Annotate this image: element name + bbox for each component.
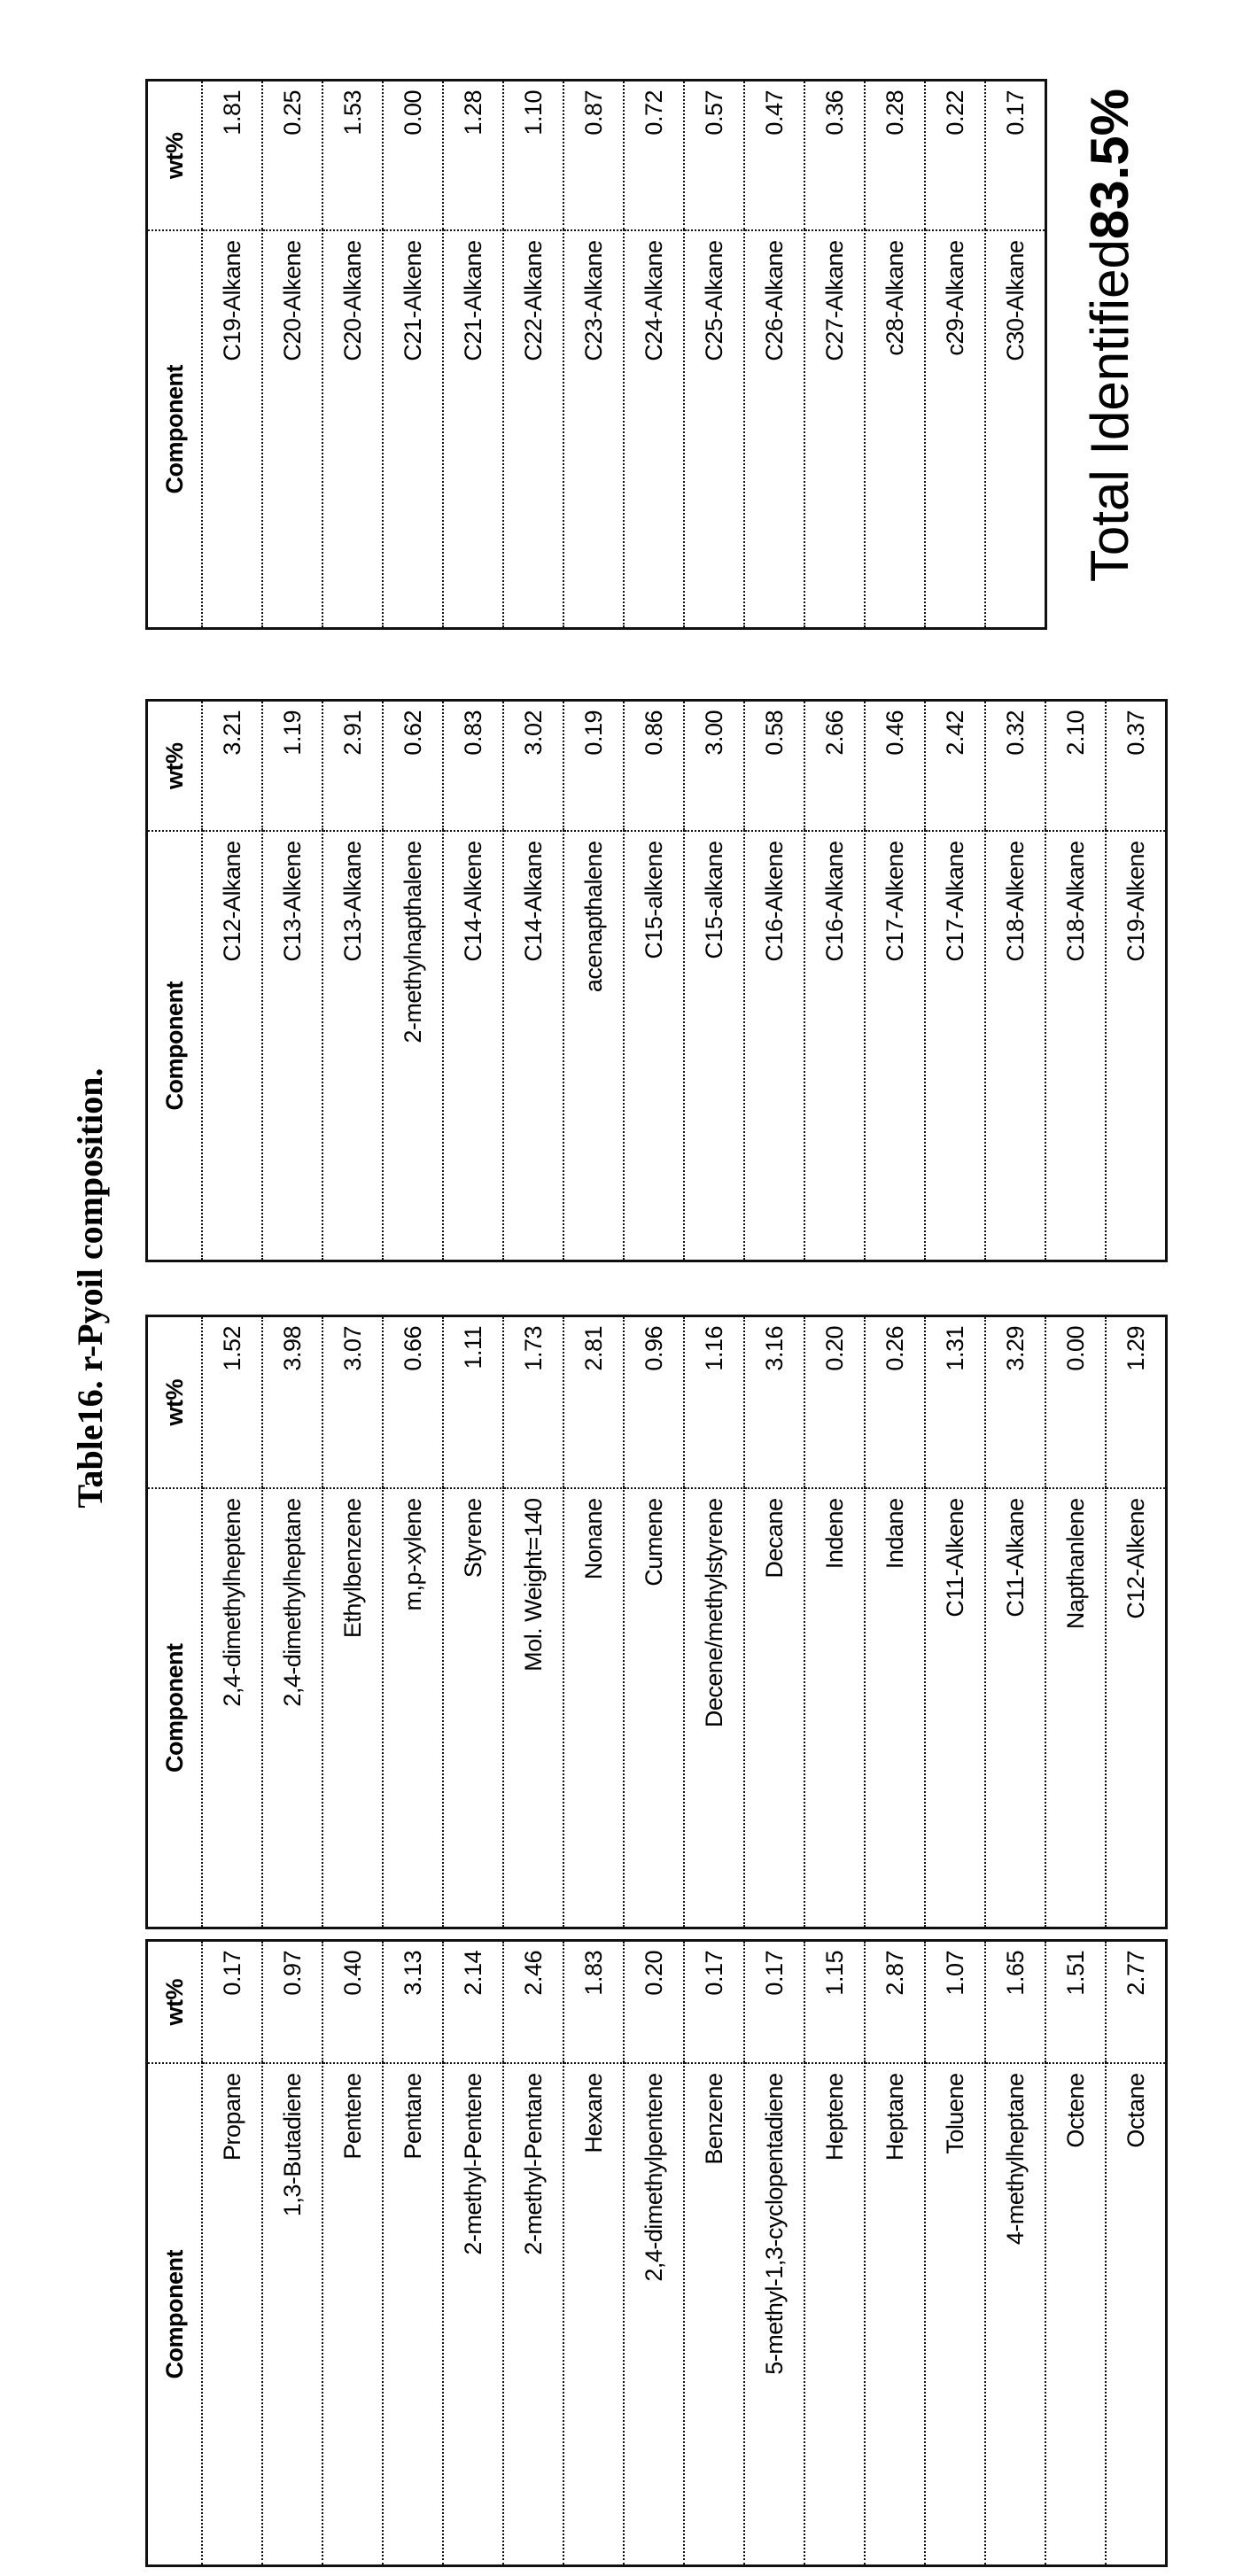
component-cell: Ethylbenzene — [322, 1489, 383, 1928]
wt-cell: 0.72 — [624, 81, 684, 231]
table-row — [383, 1941, 443, 2566]
wt-cell: 0.17 — [202, 1941, 262, 2064]
component-cell: C12-Alkene — [1106, 1489, 1167, 1928]
wt-cell: 1.52 — [202, 1316, 262, 1489]
component-cell: C19-Alkane — [202, 231, 262, 629]
wt-cell: 0.36 — [804, 81, 865, 231]
table-row — [985, 81, 1046, 629]
table-row — [1045, 701, 1106, 1261]
component-cell: 2-methyl-Pentane — [503, 2064, 563, 2566]
component-cell: C20-Alkane — [322, 231, 383, 629]
table-row — [262, 1316, 322, 1928]
component-cell: 2,4-dimethylheptane — [262, 1489, 322, 1928]
component-cell: Indane — [865, 1489, 925, 1928]
table-row — [503, 701, 563, 1261]
component-cell: Heptane — [865, 2064, 925, 2566]
table-row — [624, 701, 684, 1261]
wt-cell: 0.46 — [865, 701, 925, 832]
component-cell: C16-Alkene — [744, 832, 804, 1261]
wt-cell: 3.13 — [383, 1941, 443, 2064]
table-row — [202, 1941, 262, 2566]
table-row — [563, 1316, 624, 1928]
header-component: Component — [147, 2064, 203, 2566]
component-cell: C16-Alkane — [804, 832, 865, 1261]
table-row — [1045, 1941, 1106, 2566]
component-cell: Nonane — [563, 1489, 624, 1928]
wt-cell: 3.16 — [744, 1316, 804, 1489]
table-row — [624, 1316, 684, 1928]
component-cell: c28-Alkane — [865, 231, 925, 629]
component-cell: C26-Alkane — [744, 231, 804, 629]
wt-cell: 2.91 — [322, 701, 383, 832]
table-row — [322, 1941, 383, 2566]
component-cell: C21-Alkane — [443, 231, 503, 629]
component-cell: Cumene — [624, 1489, 684, 1928]
header-row — [147, 1316, 203, 1928]
table-row — [503, 1941, 563, 2566]
wt-cell: 0.17 — [684, 1941, 744, 2064]
component-cell: C21-Alkene — [383, 231, 443, 629]
component-cell: acenapthalene — [563, 832, 624, 1261]
header-wt: wt% — [147, 81, 203, 231]
table-row — [443, 701, 503, 1261]
table-row — [1106, 1941, 1167, 2566]
component-cell: C14-Alkane — [503, 832, 563, 1261]
wt-cell: 0.17 — [985, 81, 1046, 231]
composition-table-1 — [145, 1939, 1168, 2567]
wt-cell: 0.47 — [744, 81, 804, 231]
composition-table-3 — [145, 699, 1168, 1262]
wt-cell: 3.02 — [503, 701, 563, 832]
component-cell: C22-Alkane — [503, 231, 563, 629]
wt-cell: 0.97 — [262, 1941, 322, 2064]
component-cell: Decane — [744, 1489, 804, 1928]
wt-cell: 3.00 — [684, 701, 744, 832]
wt-cell: 3.21 — [202, 701, 262, 832]
component-cell: C19-Alkene — [1106, 832, 1167, 1261]
wt-cell: 1.83 — [563, 1941, 624, 2064]
component-cell: Heptene — [804, 2064, 865, 2566]
component-cell: Octene — [1045, 2064, 1106, 2566]
table-row — [865, 1941, 925, 2566]
table-row — [503, 1316, 563, 1928]
wt-cell: 1.65 — [985, 1941, 1045, 2064]
table-row — [443, 81, 503, 629]
wt-cell: 0.58 — [744, 701, 804, 832]
table-row — [443, 1316, 503, 1928]
component-cell: C30-Alkane — [985, 231, 1046, 629]
table-row — [322, 1316, 383, 1928]
wt-cell: 0.20 — [804, 1316, 865, 1489]
table-row — [202, 1316, 262, 1928]
wt-cell: 0.20 — [624, 1941, 684, 2064]
composition-table-4 — [145, 79, 1047, 630]
header-row — [147, 81, 203, 629]
header-wt: wt% — [147, 701, 203, 832]
component-cell: C24-Alkane — [624, 231, 684, 629]
wt-cell: 2.46 — [503, 1941, 563, 2064]
rotated-page — [0, 0, 1243, 2576]
table-row — [262, 701, 322, 1261]
table-row — [1106, 1316, 1167, 1928]
component-cell: 4-methylheptane — [985, 2064, 1045, 2566]
wt-cell: 1.29 — [1106, 1316, 1167, 1489]
table-row — [322, 701, 383, 1261]
table-row — [563, 1941, 624, 2566]
table-row — [262, 1941, 322, 2566]
table-row — [624, 1941, 684, 2566]
wt-cell: 1.51 — [1045, 1941, 1106, 2064]
header-component: Component — [147, 231, 203, 629]
table-row — [684, 701, 744, 1261]
component-cell: Styrene — [443, 1489, 503, 1928]
total-value: 83.5% — [1080, 89, 1139, 239]
component-cell: C17-Alkene — [865, 832, 925, 1261]
total-label: Total Identified — [1080, 239, 1139, 582]
total-identified — [1079, 89, 1140, 582]
wt-cell: 1.28 — [443, 81, 503, 231]
component-cell: C15-alkane — [684, 832, 744, 1261]
wt-cell: 0.19 — [563, 701, 624, 832]
wt-cell: 0.40 — [322, 1941, 383, 2064]
wt-cell: 1.15 — [804, 1941, 865, 2064]
wt-cell: 0.66 — [383, 1316, 443, 1489]
table-row — [443, 1941, 503, 2566]
header-component: Component — [147, 1489, 203, 1928]
table-row — [865, 1316, 925, 1928]
table-row — [804, 1941, 865, 2566]
wt-cell: 0.37 — [1106, 701, 1167, 832]
component-cell: Octane — [1106, 2064, 1167, 2566]
wt-cell: 3.29 — [985, 1316, 1045, 1489]
component-cell: Pentene — [322, 2064, 383, 2566]
table-row — [684, 81, 744, 629]
table-row — [1106, 701, 1167, 1261]
wt-cell: 0.26 — [865, 1316, 925, 1489]
component-cell: C18-Alkene — [985, 832, 1045, 1261]
wt-cell: 3.07 — [322, 1316, 383, 1489]
wt-cell: 0.00 — [383, 81, 443, 231]
wt-cell: 1.53 — [322, 81, 383, 231]
wt-cell: 2.14 — [443, 1941, 503, 2064]
wt-cell: 1.73 — [503, 1316, 563, 1489]
component-cell: 5-methyl-1,3-cyclopentadiene — [744, 2064, 804, 2566]
table-row — [925, 81, 985, 629]
wt-cell: 3.98 — [262, 1316, 322, 1489]
component-cell: 2,4-dimethylpentene — [624, 2064, 684, 2566]
table-row — [985, 701, 1045, 1261]
wt-cell: 0.62 — [383, 701, 443, 832]
component-cell: Toluene — [925, 2064, 985, 2566]
table-row — [925, 701, 985, 1261]
table-row — [383, 1316, 443, 1928]
wt-cell: 0.17 — [744, 1941, 804, 2064]
wt-cell: 2.42 — [925, 701, 985, 832]
component-cell: C14-Alkene — [443, 832, 503, 1261]
wt-cell: 0.87 — [563, 81, 624, 231]
component-cell: 2-methyl-Pentene — [443, 2064, 503, 2566]
table-title: Table16. r-Pyoil composition. — [69, 0, 111, 2576]
component-cell: C20-Alkene — [262, 231, 322, 629]
wt-cell: 1.10 — [503, 81, 563, 231]
table-row — [1045, 1316, 1106, 1928]
component-cell: c29-Alkane — [925, 231, 985, 629]
header-component: Component — [147, 832, 203, 1261]
table-row — [383, 701, 443, 1261]
table-row — [804, 1316, 865, 1928]
table-row — [804, 701, 865, 1261]
component-cell: Propane — [202, 2064, 262, 2566]
table-row — [684, 1941, 744, 2566]
table-row — [202, 81, 262, 629]
table-row — [744, 1316, 804, 1928]
wt-cell: 1.31 — [925, 1316, 985, 1489]
wt-cell: 2.77 — [1106, 1941, 1167, 2064]
component-cell: C17-Alkane — [925, 832, 985, 1261]
table-row — [383, 81, 443, 629]
table-row — [925, 1941, 985, 2566]
table-row — [925, 1316, 985, 1928]
wt-cell: 1.07 — [925, 1941, 985, 2064]
wt-cell: 0.86 — [624, 701, 684, 832]
component-cell: C13-Alkane — [322, 832, 383, 1261]
wt-cell: 0.28 — [865, 81, 925, 231]
wt-cell: 0.83 — [443, 701, 503, 832]
wt-cell: 1.81 — [202, 81, 262, 231]
table-row — [262, 81, 322, 629]
table-row — [865, 81, 925, 629]
wt-cell: 0.22 — [925, 81, 985, 231]
component-cell: Mol. Weight=140 — [503, 1489, 563, 1928]
header-wt: wt% — [147, 1316, 203, 1489]
table-row — [684, 1316, 744, 1928]
wt-cell: 1.11 — [443, 1316, 503, 1489]
component-cell: 2-methylnapthalene — [383, 832, 443, 1261]
component-cell: Benzene — [684, 2064, 744, 2566]
wt-cell: 2.10 — [1045, 701, 1106, 832]
header-wt: wt% — [147, 1941, 203, 2064]
wt-cell: 2.81 — [563, 1316, 624, 1489]
wt-cell: 0.00 — [1045, 1316, 1106, 1489]
component-cell: C25-Alkane — [684, 231, 744, 629]
component-cell: m,p-xylene — [383, 1489, 443, 1928]
table-row — [985, 1316, 1045, 1928]
component-cell: C12-Alkane — [202, 832, 262, 1261]
table-row — [563, 81, 624, 629]
wt-cell: 0.57 — [684, 81, 744, 231]
header-row — [147, 701, 203, 1261]
wt-cell: 1.16 — [684, 1316, 744, 1489]
component-cell: Decene/methylstyrene — [684, 1489, 744, 1928]
component-cell: Pentane — [383, 2064, 443, 2566]
table-row — [744, 701, 804, 1261]
component-cell: Hexane — [563, 2064, 624, 2566]
table-row — [503, 81, 563, 629]
wt-cell: 0.25 — [262, 81, 322, 231]
component-cell: 2,4-dimethylheptene — [202, 1489, 262, 1928]
component-cell: Indene — [804, 1489, 865, 1928]
wt-cell: 2.66 — [804, 701, 865, 832]
component-cell: C18-Alkane — [1045, 832, 1106, 1261]
wt-cell: 0.32 — [985, 701, 1045, 832]
table-row — [322, 81, 383, 629]
wt-cell: 0.96 — [624, 1316, 684, 1489]
component-cell: C15-alkene — [624, 832, 684, 1261]
table-row — [865, 701, 925, 1261]
table-row — [744, 81, 804, 629]
component-cell: C11-Alkene — [925, 1489, 985, 1928]
component-cell: C27-Alkane — [804, 231, 865, 629]
component-cell: C23-Alkane — [563, 231, 624, 629]
component-cell: Napthanlene — [1045, 1489, 1106, 1928]
table-row — [744, 1941, 804, 2566]
wt-cell: 2.87 — [865, 1941, 925, 2064]
table-row — [985, 1941, 1045, 2566]
table-row — [202, 701, 262, 1261]
component-cell: 1,3-Butadiene — [262, 2064, 322, 2566]
component-cell: C11-Alkane — [985, 1489, 1045, 1928]
header-row — [147, 1941, 203, 2566]
wt-cell: 1.19 — [262, 701, 322, 832]
table-row — [624, 81, 684, 629]
table-row — [804, 81, 865, 629]
composition-table-2 — [145, 1315, 1168, 1929]
component-cell: C13-Alkene — [262, 832, 322, 1261]
table-row — [563, 701, 624, 1261]
